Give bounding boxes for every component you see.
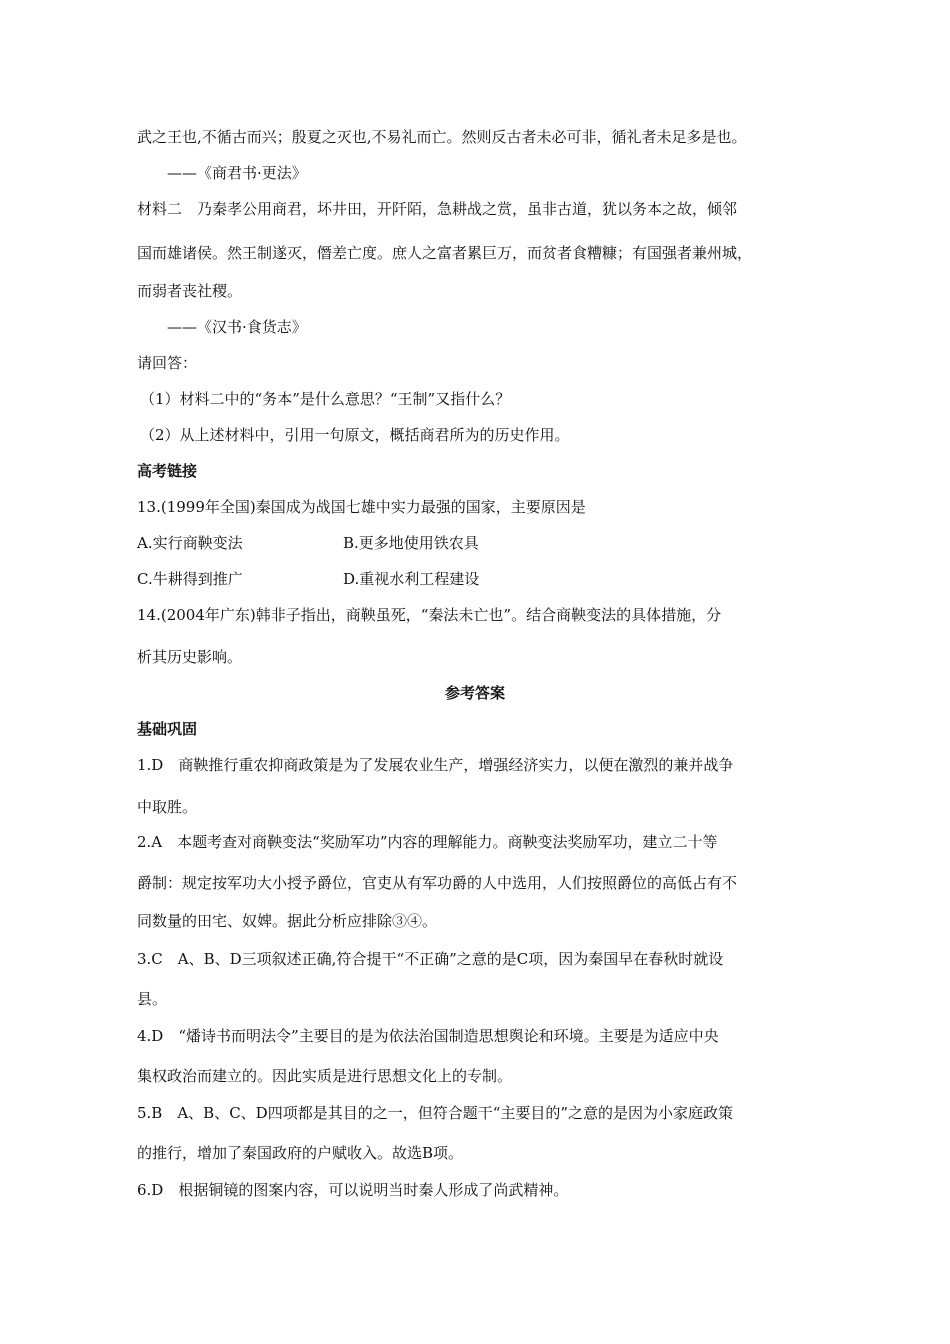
question-14-line1: 14.(2004年广东)韩非子指出，商鞅虽死，“秦法未亡也”。结合商鞅变法的具体措施，分 [137,606,722,624]
option-d: D.重视水利工程建设 [343,570,480,588]
question-13: 13.(1999年全国)秦国成为战国七雄中实力最强的国家，主要原因是 [137,498,586,516]
material1-source: ——《商君书·更法》 [167,164,307,182]
question-2: （2）从上述材料中，引用一句原文，概括商君所为的历史作用。 [140,426,570,444]
answer-3-line1: 3.C A、B、D三项叙述正确,符合提干“不正确”之意的是C项，因为秦国早在春秋时就设 [137,950,724,968]
answers-title: 参考答案 [444,684,505,702]
answer-1-line2: 中取胜。 [137,798,198,816]
answer-6-line1: 6.D 根据铜镜的图案内容，可以说明当时秦人形成了尚武精神。 [137,1181,569,1199]
answer-3-line2: 县。 [137,990,168,1008]
material1-line1: 武之王也,不循古而兴；殷夏之灭也,不易礼而亡。然则反古者未必可非，循礼者未足多是也。 [137,128,747,146]
option-c: C.牛耕得到推广 [137,570,243,588]
option-b: B.更多地使用铁农具 [343,534,479,552]
material2-line2: 国而雄诸侯。然王制遂灭，僭差亡度。庶人之富者累巨万，而贫者食糟糠；有国强者兼州城， [137,244,753,262]
gaokao-heading: 高考链接 [137,462,198,480]
material2-source: ——《汉书·食货志》 [167,318,307,336]
questions-prompt: 请回答： [137,354,198,372]
answer-4-line1: 4.D “燔诗书而明法令”主要目的是为依法治国制造思想舆论和环境。主要是为适应中央 [137,1027,719,1045]
question-1: （1）材料二中的“务本”是什么意思？“王制”又指什么？ [140,390,511,408]
answer-1-line1: 1.D 商鞅推行重农抑商政策是为了发展农业生产，增强经济实力，以便在激烈的兼并战争 [137,756,734,774]
option-a: A.实行商鞅变法 [137,534,243,552]
answer-2-line2: 爵制：规定按军功大小授予爵位，官吏从有军功爵的人中选用，人们按照爵位的高低占有不 [137,874,738,892]
answer-5-line2: 的推行，增加了秦国政府的户赋收入。故选B项。 [137,1144,464,1162]
answer-5-line1: 5.B A、B、C、D四项都是其目的之一，但符合题干“主要目的”之意的是因为小家庭政策 [137,1104,734,1122]
material2-line3: 而弱者丧社稷。 [137,282,243,300]
answer-4-line2: 集权政治而建立的。因此实质是进行思想文化上的专制。 [137,1067,513,1085]
answer-2-line1: 2.A 本题考查对商鞅变法“奖励军功”内容的理解能力。商鞅变法奖励军功，建立二十等 [137,833,718,851]
material2-line1: 材料二 乃秦孝公用商君，坏井田，开阡陌，急耕战之赏，虽非古道，犹以务本之故，倾邻 [137,200,738,218]
question-14-line2: 析其历史影响。 [137,648,243,666]
answers-section-heading: 基础巩固 [137,720,198,738]
answer-2-line3: 同数量的田宅、奴婢。据此分析应排除③④。 [137,912,438,930]
